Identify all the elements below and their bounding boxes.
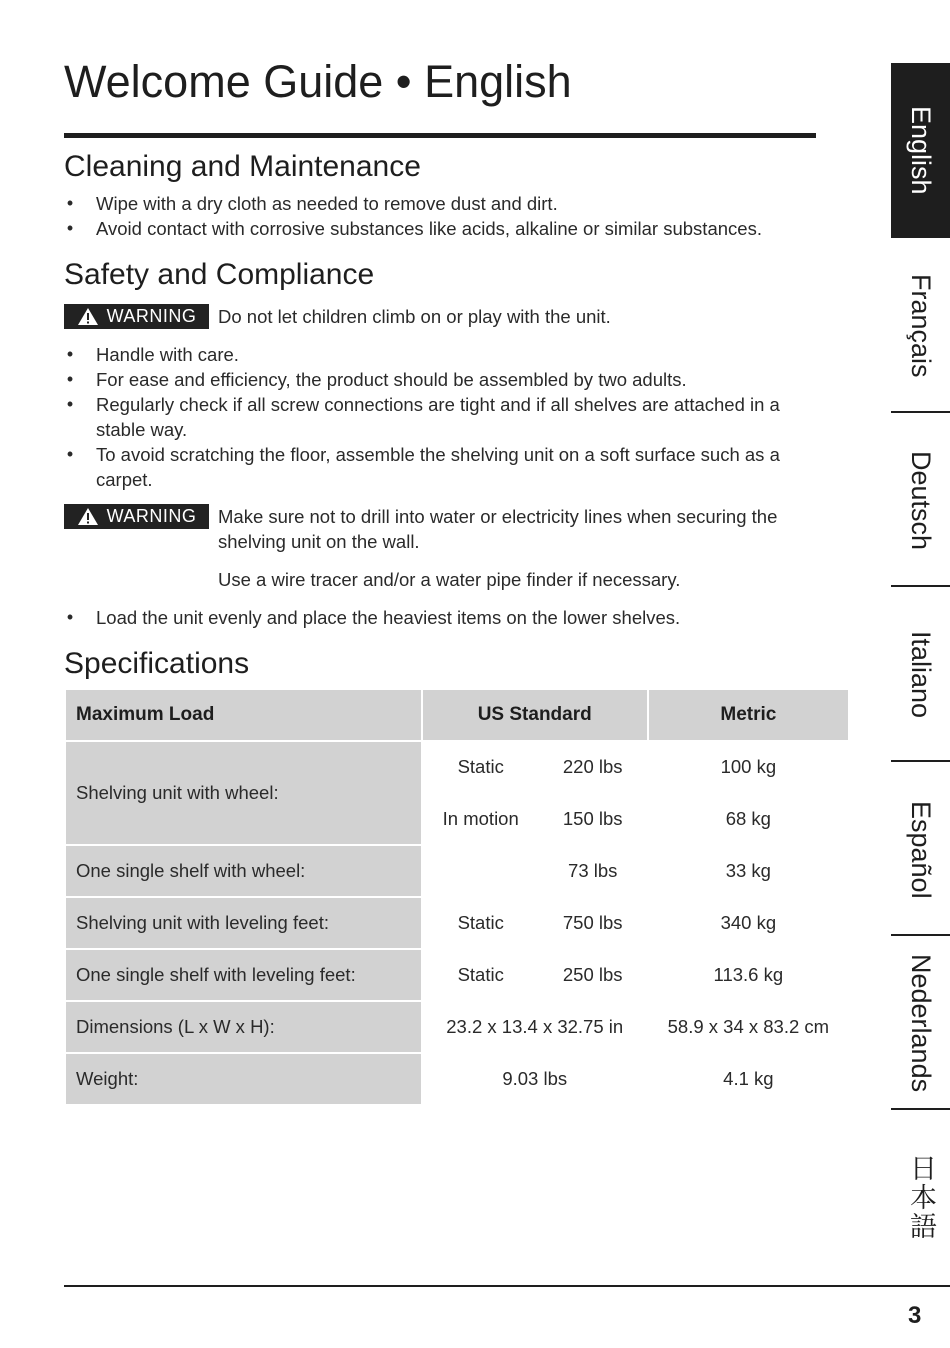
list-item: • Load the unit evenly and place the heaviest items on the lower shelves.	[64, 605, 824, 630]
us-cell	[422, 845, 648, 897]
tab-japanese[interactable]: 日本語	[905, 1154, 936, 1241]
list-item: • To avoid scratching the floor, assemble the shelving unit on a soft surface such as a carpet.	[64, 442, 796, 492]
load-type: Static	[457, 756, 504, 777]
page-number: 3	[908, 1302, 922, 1329]
metric-value: 58.9 x 34 x 83.2 cm	[648, 1001, 849, 1053]
page-title: Welcome Guide • English	[64, 56, 572, 107]
metric-value: 68 kg	[648, 793, 849, 845]
table-row	[65, 897, 849, 949]
tab-espanol[interactable]: Español	[906, 800, 936, 899]
load-type: Static	[457, 912, 504, 933]
row-label: Weight:	[65, 1053, 422, 1105]
us-cell	[422, 949, 648, 1001]
us-value: 250 lbs	[562, 964, 623, 985]
tab-english[interactable]: English	[891, 63, 950, 238]
metric-value: 340 kg	[648, 897, 849, 949]
metric-value: 100 kg	[648, 741, 849, 793]
metric-value: 113.6 kg	[648, 949, 849, 1001]
safety-list-final	[64, 605, 824, 630]
list-item: • Avoid contact with corrosive substances like acids, alkaline or similar substances.	[64, 216, 824, 241]
us-value: 750 lbs	[562, 912, 623, 933]
row-label: Shelving unit with leveling feet:	[65, 897, 422, 949]
load-type: Static	[457, 964, 504, 985]
us-value: 9.03 lbs	[422, 1053, 648, 1105]
list-item: • Wipe with a dry cloth as needed to remove dust and dirt.	[64, 191, 824, 216]
bullet-icon: •	[66, 344, 74, 364]
specs-heading: Specifications	[64, 647, 250, 680]
us-value: 150 lbs	[562, 808, 623, 829]
warning-triangle-icon	[77, 507, 99, 526]
warning-note: Use a wire tracer and/or a water pipe finder if necessary.	[218, 569, 681, 590]
load-type: In motion	[442, 808, 519, 829]
header-metric: Metric	[648, 689, 849, 741]
table-row	[65, 949, 849, 1001]
tab-italiano[interactable]: Italiano	[906, 630, 936, 719]
cleaning-heading: Cleaning and Maintenance	[64, 150, 421, 183]
us-cell	[422, 897, 648, 949]
bullet-icon: •	[66, 369, 74, 389]
warning-triangle-icon	[77, 307, 99, 326]
row-label: One single shelf with wheel:	[65, 845, 422, 897]
bullet-icon: •	[66, 218, 74, 238]
tab-deutsch[interactable]: Deutsch	[906, 450, 936, 551]
cleaning-list	[64, 191, 824, 241]
warning-text: Do not let children climb on or play with the unit.	[218, 306, 611, 327]
row-label: Dimensions (L x W x H):	[65, 1001, 422, 1053]
bullet-icon: •	[66, 394, 74, 414]
safety-heading: Safety and Compliance	[64, 258, 375, 291]
tab-francais[interactable]: Français	[906, 273, 936, 378]
us-value: 220 lbs	[562, 756, 623, 777]
list-item: • Handle with care.	[64, 342, 824, 367]
table-row	[65, 1001, 849, 1053]
table-row	[65, 845, 849, 897]
safety-list	[64, 342, 824, 492]
row-label: Shelving unit with wheel:	[65, 741, 422, 845]
header-max-load: Maximum Load	[65, 689, 422, 741]
warning-badge: WARNING	[64, 504, 209, 529]
us-cell	[422, 741, 648, 793]
us-value: 73 lbs	[568, 860, 618, 881]
table-header-row	[65, 689, 849, 741]
list-item: • Regularly check if all screw connections are tight and if all shelves are attached in a stable way.	[64, 392, 806, 442]
table-row	[65, 1053, 849, 1105]
bullet-icon: •	[66, 193, 74, 213]
us-value: 23.2 x 13.4 x 32.75 in	[422, 1001, 648, 1053]
metric-value: 33 kg	[648, 845, 849, 897]
specifications-table	[64, 688, 850, 1106]
warning-badge: WARNING	[64, 304, 209, 329]
table-row	[65, 741, 849, 793]
tab-nederlands[interactable]: Nederlands	[906, 954, 936, 1093]
list-item: • For ease and efficiency, the product should be assembled by two adults.	[64, 367, 824, 392]
warning-text: Make sure not to drill into water or electricity lines when securing the shelving unit on the wall.	[218, 506, 778, 552]
row-label: One single shelf with leveling feet:	[65, 949, 422, 1001]
bullet-icon: •	[66, 607, 74, 627]
footer-rule	[64, 1285, 950, 1287]
bullet-icon: •	[66, 444, 74, 464]
header-us-standard: US Standard	[422, 689, 648, 741]
us-cell	[422, 793, 648, 845]
title-rule	[64, 133, 816, 138]
metric-value: 4.1 kg	[648, 1053, 849, 1105]
